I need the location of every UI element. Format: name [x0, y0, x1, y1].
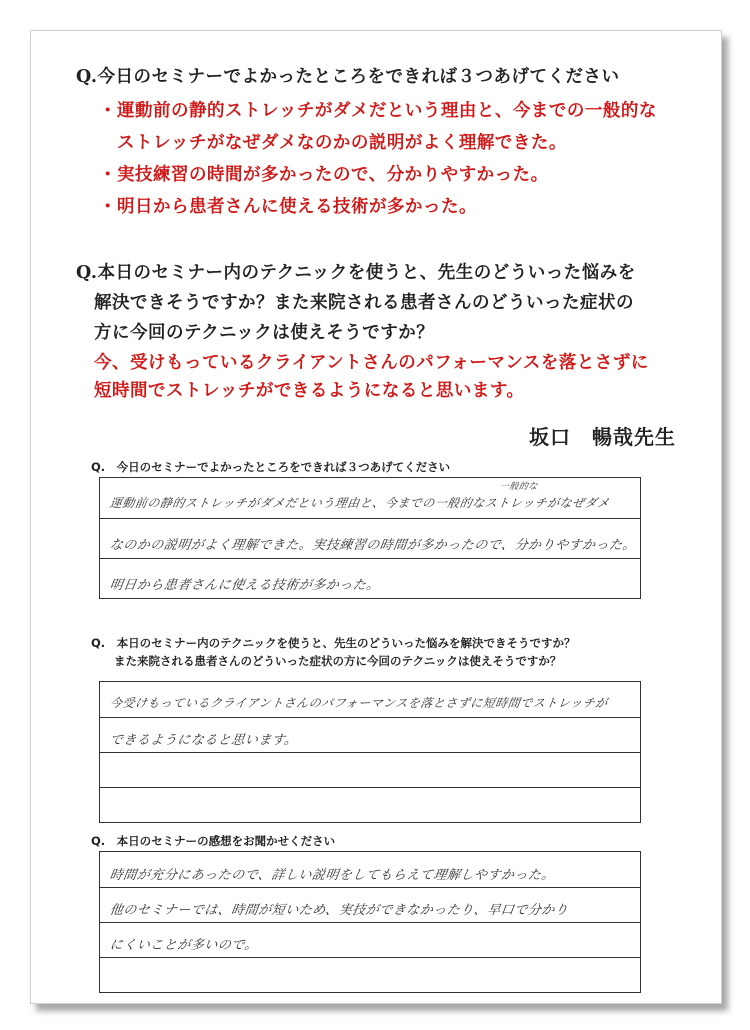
form-answer-box-2: [99, 681, 641, 823]
form-question-2-line-1: Q. 本日のセミナー内のテクニックを使うと、先生のどういった悩みを解決できそうですか？: [91, 636, 576, 650]
handwriting-3-line-2: 他のセミナーでは、時間が短いため、実技ができなかったり、早口で分かり: [108, 903, 570, 918]
typed-question-2-line-2: 解決できそうですか？また来院される患者さんのどういった症状の: [76, 293, 634, 313]
handwriting-2-line-2: できるようになると思います。: [108, 733, 299, 748]
ruled-line: [100, 752, 640, 753]
form-answer-box-3: [99, 851, 641, 993]
ruled-line: [100, 717, 640, 718]
typed-answer-1-line-3: ・実技練習の時間が多かったので、分かりやすかった。: [99, 165, 549, 185]
handwriting-3-line-3: にくいことが多いので。: [108, 938, 260, 953]
seminar-survey-sheet: [30, 30, 722, 1004]
typed-question-2-line-3: 方に今回のテクニックは使えそうですか？: [76, 323, 435, 343]
ruled-line: [100, 518, 640, 519]
handwriting-1-line-3: 明日から患者さんに使える技術が多かった。: [108, 578, 381, 593]
handwriting-1-note: 一般的な: [499, 482, 539, 492]
ruled-line: [100, 787, 640, 788]
ruled-line: [100, 957, 640, 958]
ruled-line: [100, 922, 640, 923]
typed-answer-1-line-1: ・運動前の静的ストレッチがダメだという理由と、今までの一般的な: [99, 101, 657, 121]
form-question-2-line-2: また来院される患者さんのどういった症状の方に今回のテクニックは使えそうですか？: [91, 654, 562, 668]
form-question-1: Q. 今日のセミナーでよかったところをできれば３つあげてください: [91, 460, 451, 474]
typed-answer-1-line-4: ・明日から患者さんに使える技術が多かった。: [99, 197, 477, 217]
handwriting-1-line-1: 運動前の静的ストレッチがダメだという理由と、今までの一般的なストレッチがなぜダメ: [108, 496, 611, 510]
typed-question-2-line-1: Q.本日のセミナー内のテクニックを使うと、先生のどういった悩みを: [76, 263, 636, 283]
handwriting-1-line-2: なのかの説明がよく理解できた。実技練習の時間が多かったので、分かりやすかった。: [108, 538, 638, 553]
typed-answer-2-line-1: 今、受けもっているクライアントさんのパフォーマンスを落とさずに: [76, 353, 649, 373]
typed-answer-2-line-2: 短時間でストレッチができるようになると思います。: [76, 381, 525, 401]
handwriting-2-line-1: 今受けもっているクライアントさんのパフォーマンスを落とさずに短時間でストレッチが: [108, 696, 609, 710]
form-question-3: Q. 本日のセミナーの感想をお聞かせください: [91, 834, 336, 848]
ruled-line: [100, 558, 640, 559]
typed-question-1: Q.今日のセミナーでよかったところをできれば３つあげてください: [76, 67, 620, 87]
form-answer-box-1: [99, 477, 641, 599]
typed-answer-1-line-2: ストレッチがなぜダメなのかの説明がよく理解できた。: [99, 133, 567, 153]
ruled-line: [100, 887, 640, 888]
handwriting-3-line-1: 時間が充分にあったので、詳しい説明をしてもらえて理解しやすかった。: [108, 868, 556, 883]
signature: 坂口 暢哉先生: [529, 425, 676, 449]
